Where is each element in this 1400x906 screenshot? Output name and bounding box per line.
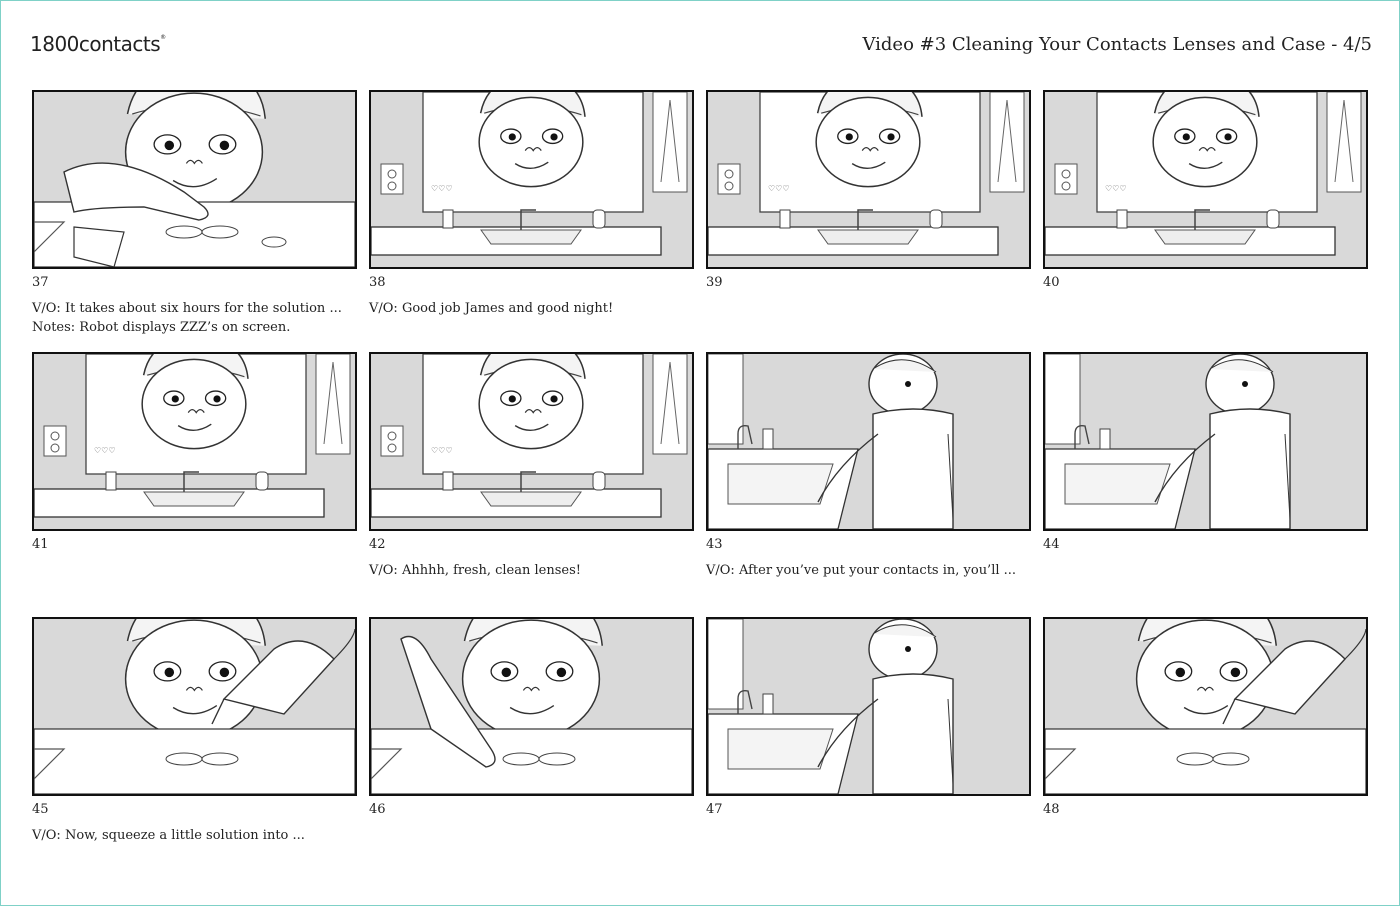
frame-caption: V/O: After you’ve put your contacts in, you’ll ... (706, 563, 1017, 578)
frame-illustration (1045, 92, 1366, 267)
document-title: Video #3 Cleaning Your Contacts Lenses and Case - 4/5 (862, 34, 1372, 55)
frame-number: 37 (32, 275, 49, 290)
frame-number: 47 (706, 802, 723, 817)
storyboard-frame-37 (32, 90, 357, 269)
frame-illustration (371, 619, 692, 794)
frame-illustration (34, 92, 355, 267)
storyboard-frame-40 (1043, 90, 1368, 269)
svg-text:♡♡♡: ♡♡♡ (1105, 184, 1127, 193)
brand-logo: 1800contacts® (30, 32, 166, 56)
frame-number: 46 (369, 802, 386, 817)
frame-illustration (34, 354, 355, 529)
storyboard-frame-47 (706, 617, 1031, 796)
frame-number: 38 (369, 275, 386, 290)
frame-number: 41 (32, 537, 49, 552)
svg-text:♡♡♡: ♡♡♡ (768, 184, 790, 193)
frame-caption: V/O: Now, squeeze a little solution into ... (32, 828, 305, 843)
storyboard-frame-42 (369, 352, 694, 531)
frame-note: Notes: Robot displays ZZZ’s on screen. (32, 320, 291, 335)
frame-number: 44 (1043, 537, 1060, 552)
storyboard-frame-46 (369, 617, 694, 796)
frame-number: 39 (706, 275, 723, 290)
frame-number: 42 (369, 537, 386, 552)
storyboard-frame-45 (32, 617, 357, 796)
storyboard-frame-38 (369, 90, 694, 269)
storyboard-frame-48 (1043, 617, 1368, 796)
frame-illustration (708, 92, 1029, 267)
frame-illustration (34, 619, 355, 794)
frame-illustration (371, 354, 692, 529)
frame-number: 43 (706, 537, 723, 552)
svg-text:♡♡♡: ♡♡♡ (431, 184, 453, 193)
storyboard-frame-44 (1043, 352, 1368, 531)
svg-text:♡♡♡: ♡♡♡ (431, 446, 453, 455)
svg-text:♡♡♡: ♡♡♡ (94, 446, 116, 455)
frame-illustration (708, 619, 1029, 794)
frame-caption: V/O: It takes about six hours for the solution ... (32, 301, 342, 316)
frame-illustration (708, 354, 1029, 529)
frame-caption: V/O: Good job James and good night! (369, 301, 614, 316)
frame-number: 45 (32, 802, 49, 817)
frame-number: 48 (1043, 802, 1060, 817)
frame-number: 40 (1043, 275, 1060, 290)
frame-illustration (1045, 354, 1366, 529)
frame-caption: V/O: Ahhhh, fresh, clean lenses! (369, 563, 581, 578)
storyboard-frame-39 (706, 90, 1031, 269)
frame-illustration (371, 92, 692, 267)
storyboard-frame-43 (706, 352, 1031, 531)
storyboard-frame-41 (32, 352, 357, 531)
frame-illustration (1045, 619, 1366, 794)
